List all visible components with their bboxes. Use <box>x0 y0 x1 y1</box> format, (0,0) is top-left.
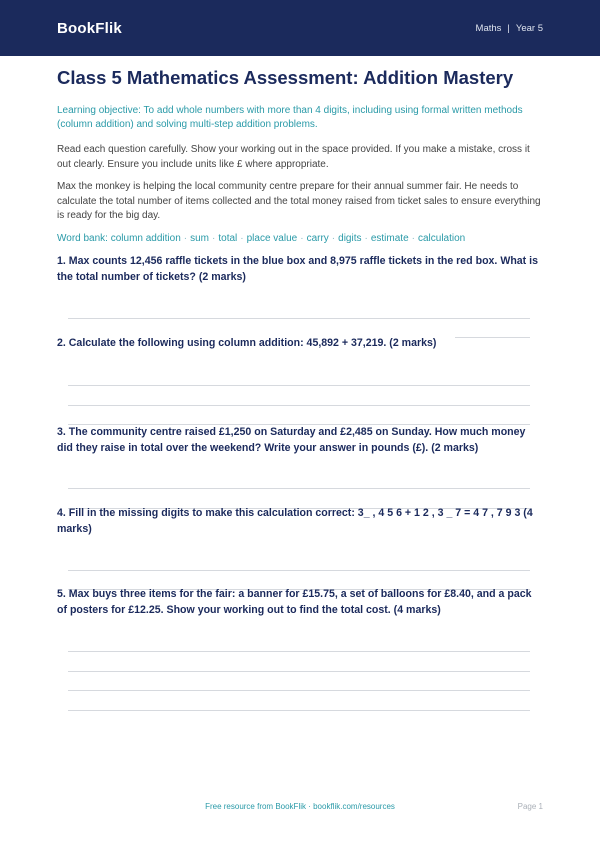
intro-section <box>57 62 543 244</box>
word-bank <box>57 233 543 244</box>
answer-line[interactable] <box>68 570 530 571</box>
question-1: 1. Max counts 12,456 raffle tickets in the blue box and 8,975 raffle tickets in the red box. What is the total number of tickets? (2 marks) <box>57 255 538 283</box>
word-separator: · <box>364 232 368 244</box>
word-bank-word: place value <box>246 232 298 244</box>
question-3: 3. The community centre raised £1,250 on Saturday and £2,485 on Sunday. How much money did they raise in total over the weekend? Write your answer in pounds (£). (2 marks) <box>57 426 526 454</box>
answer-line[interactable] <box>68 651 530 652</box>
word-bank-word: digits <box>338 232 362 244</box>
year-label: Year 5 <box>515 22 543 34</box>
learning-objective: Learning objective: To add whole numbers with more than 4 digits, including using formal written methods (column addition) and solving multi-step addition problems. <box>57 105 523 130</box>
answer-line[interactable] <box>68 405 530 406</box>
word-separator: · <box>183 232 188 244</box>
word-separator: · <box>411 232 415 244</box>
word-bank-word: calculation <box>417 232 466 244</box>
footer-resource-link[interactable]: Free resource from BookFlik · bookflik.com/resources <box>205 802 395 811</box>
page-number: Page 1 <box>517 802 543 811</box>
word-bank-word: estimate <box>370 232 409 244</box>
word-bank-word: total <box>218 232 238 244</box>
question-2: 2. Calculate the following using column addition: 45,892 + 37,219. (2 marks) <box>57 337 437 349</box>
answer-line[interactable] <box>68 671 530 672</box>
meta-separator: | <box>507 22 510 34</box>
word-bank-word: sum <box>190 232 210 244</box>
question-5: 5. Max buys three items for the fair: a banner for £15.75, a set of balloons for £8.40, and a pack of posters for £12.25. Show your working out to find the total cost. (4 marks) <box>57 588 532 616</box>
story-text: Max the monkey is helping the local community centre prepare for their annual summer fair. He needs to calculate the total number of items collected and the total money raised from ticket sales to ensure everything is ready for the big day. <box>57 181 541 221</box>
answer-line[interactable] <box>68 690 530 691</box>
brand-logo[interactable]: BookFlik <box>57 19 122 37</box>
answer-line[interactable] <box>68 710 530 711</box>
word-separator: · <box>240 232 244 244</box>
word-separator: · <box>300 232 304 244</box>
word-bank-label: Word bank: <box>57 232 108 244</box>
question-4: 4. Fill in the missing digits to make this calculation correct: 3_ , 4 5 6 + 1 2 , 3 _ 7 = 4 7 , 7 9 3 (4 marks) <box>57 507 533 535</box>
instructions-text: Read each question carefully. Show your working out in the space provided. If you make a mistake, cross it out clearly. Ensure you include units like £ where appropriate. <box>57 144 530 170</box>
word-separator: · <box>212 232 216 244</box>
word-bank-word: carry <box>306 232 329 244</box>
word-separator: · <box>331 232 336 244</box>
answer-line[interactable] <box>455 337 530 338</box>
subject-label: Maths <box>475 22 502 34</box>
answer-line[interactable] <box>68 385 530 386</box>
answer-line[interactable] <box>68 318 530 319</box>
page-title: Class 5 Mathematics Assessment: Addition Mastery <box>57 67 514 88</box>
page-header <box>0 0 600 56</box>
answer-line[interactable] <box>68 488 530 489</box>
word-bank-word: column addition <box>110 232 181 244</box>
header-meta <box>476 23 543 34</box>
